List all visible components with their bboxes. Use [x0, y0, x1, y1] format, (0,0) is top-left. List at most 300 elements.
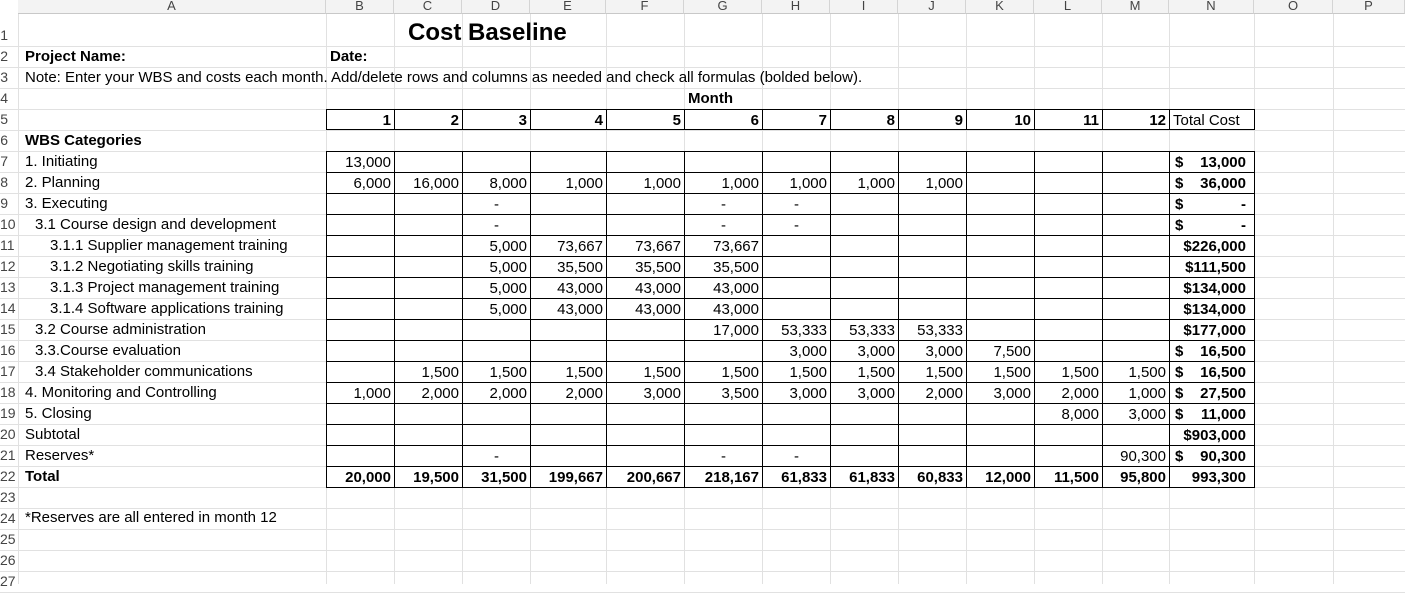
cost-cell[interactable]: 3,000	[762, 340, 831, 362]
cost-cell[interactable]: 2,000	[1034, 382, 1103, 404]
month-number-12[interactable]: 12	[1102, 109, 1170, 130]
cost-cell[interactable]: 5,000	[462, 235, 531, 257]
wbs-category-label[interactable]: 3.1.3 Project management training	[50, 279, 280, 296]
wbs-category-label[interactable]: 4. Monitoring and Controlling	[25, 384, 217, 401]
total-amount: 11,000	[1200, 406, 1246, 423]
currency-symbol: $	[1175, 343, 1184, 360]
row-header-20[interactable]: 20	[0, 426, 16, 442]
cost-cell[interactable]	[606, 403, 685, 425]
total-amount: 16,500	[1200, 364, 1246, 381]
wbs-category-label[interactable]: 5. Closing	[25, 405, 92, 422]
cost-cell[interactable]	[830, 214, 899, 236]
cost-cell[interactable]	[394, 277, 463, 299]
total-cost-cell[interactable]	[1169, 277, 1255, 299]
cost-cell[interactable]: -	[462, 445, 531, 467]
row-header-11[interactable]: 11	[0, 237, 15, 253]
row-header-6[interactable]: 6	[0, 132, 8, 148]
cost-cell[interactable]	[830, 277, 899, 299]
cost-cell[interactable]: 19,500	[394, 466, 463, 488]
cost-cell[interactable]	[1102, 319, 1170, 341]
cost-cell[interactable]	[394, 424, 463, 446]
total-cost-cell[interactable]	[1169, 466, 1255, 488]
cost-cell[interactable]	[1102, 340, 1170, 362]
cost-cell[interactable]	[530, 403, 607, 425]
month-number-2[interactable]: 2	[394, 109, 463, 130]
cost-cell[interactable]: -	[462, 193, 531, 215]
cost-cell[interactable]	[394, 151, 463, 173]
month-header[interactable]: Month	[688, 90, 733, 107]
cost-cell[interactable]: 5,000	[462, 256, 531, 278]
cost-cell[interactable]: 3,000	[830, 382, 899, 404]
cost-cell[interactable]: 35,500	[606, 256, 685, 278]
row-header-23[interactable]: 23	[0, 489, 16, 505]
column-header-b[interactable]: B	[326, 0, 394, 14]
cost-cell[interactable]	[898, 424, 967, 446]
cost-cell[interactable]	[606, 445, 685, 467]
total-amount: -	[1241, 196, 1246, 213]
cost-cell[interactable]: 2,000	[898, 382, 967, 404]
cost-cell[interactable]	[606, 193, 685, 215]
cost-cell[interactable]: 1,000	[326, 382, 395, 404]
cost-cell[interactable]: 1,500	[530, 361, 607, 383]
cost-cell[interactable]: -	[684, 193, 763, 215]
cost-cell[interactable]	[830, 424, 899, 446]
cost-cell[interactable]: 5,000	[462, 298, 531, 320]
row-header-8[interactable]: 8	[0, 174, 8, 190]
cost-cell[interactable]	[326, 277, 395, 299]
cost-cell[interactable]: 3,000	[830, 340, 899, 362]
cost-cell[interactable]	[606, 214, 685, 236]
cost-cell[interactable]	[898, 151, 967, 173]
cost-cell[interactable]: 73,667	[684, 235, 763, 257]
cost-cell[interactable]	[606, 151, 685, 173]
column-header-p[interactable]: P	[1333, 0, 1405, 14]
cost-cell[interactable]	[1034, 151, 1103, 173]
cost-cell[interactable]	[1034, 445, 1103, 467]
row-header-21[interactable]: 21	[0, 447, 16, 463]
cost-cell[interactable]	[898, 298, 967, 320]
cost-cell[interactable]: 3,000	[1102, 403, 1170, 425]
cost-cell[interactable]	[966, 403, 1035, 425]
row-header-14[interactable]: 14	[0, 300, 16, 316]
cost-cell[interactable]: -	[762, 214, 831, 236]
sheet-title[interactable]: Cost Baseline	[408, 19, 567, 46]
cost-cell[interactable]	[966, 151, 1035, 173]
cost-cell[interactable]	[606, 424, 685, 446]
column-header-o[interactable]: O	[1254, 0, 1333, 14]
cost-cell[interactable]	[394, 445, 463, 467]
cost-cell[interactable]	[762, 256, 831, 278]
month-number-10[interactable]: 10	[966, 109, 1035, 130]
row-header-7[interactable]: 7	[0, 153, 8, 169]
wbs-category-label[interactable]: 3.1 Course design and development	[35, 216, 276, 233]
cost-cell[interactable]	[394, 298, 463, 320]
cost-cell[interactable]	[1102, 256, 1170, 278]
cost-cell[interactable]: 31,500	[462, 466, 531, 488]
cost-cell[interactable]: 16,000	[394, 172, 463, 194]
date-label[interactable]: Date:	[330, 48, 368, 65]
cost-cell[interactable]: 1,000	[898, 172, 967, 194]
wbs-category-label[interactable]: Subtotal	[25, 426, 81, 443]
cost-cell[interactable]	[530, 445, 607, 467]
total-cost-cell[interactable]	[1169, 256, 1255, 278]
cost-cell[interactable]	[394, 340, 463, 362]
total-cost-cell[interactable]	[1169, 151, 1255, 173]
row-header-1[interactable]: 1	[0, 27, 8, 43]
column-header-a[interactable]: A	[18, 0, 326, 14]
cost-cell[interactable]	[898, 256, 967, 278]
project-name-label[interactable]: Project Name:	[25, 48, 126, 65]
cost-cell[interactable]	[326, 424, 395, 446]
cost-cell[interactable]	[530, 214, 607, 236]
cost-cell[interactable]: 43,000	[530, 277, 607, 299]
cost-cell[interactable]	[394, 193, 463, 215]
total-amount: $903,000	[1183, 427, 1246, 444]
cost-cell[interactable]: 1,000	[1102, 382, 1170, 404]
cost-cell[interactable]	[898, 277, 967, 299]
cost-cell[interactable]: 1,500	[684, 361, 763, 383]
cost-cell[interactable]: 1,000	[762, 172, 831, 194]
cost-cell[interactable]: 1,000	[606, 172, 685, 194]
cost-cell[interactable]: 218,167	[684, 466, 763, 488]
cost-cell[interactable]: -	[684, 445, 763, 467]
total-cost-cell[interactable]	[1169, 319, 1255, 341]
cost-cell[interactable]	[830, 235, 899, 257]
cost-cell[interactable]: 1,500	[762, 361, 831, 383]
wbs-category-label[interactable]: 3.4 Stakeholder communications	[35, 363, 253, 380]
total-cost-cell[interactable]	[1169, 172, 1255, 194]
month-number-9[interactable]: 9	[898, 109, 967, 130]
row-header-12[interactable]: 12	[0, 258, 16, 274]
cost-cell[interactable]: 35,500	[684, 256, 763, 278]
cost-cell[interactable]: 13,000	[326, 151, 395, 173]
total-cost-cell[interactable]	[1169, 382, 1255, 404]
currency-symbol: $	[1175, 406, 1184, 423]
total-cost-header[interactable]: Total Cost	[1169, 109, 1255, 130]
cost-cell[interactable]: 43,000	[684, 277, 763, 299]
cost-cell[interactable]	[762, 424, 831, 446]
cost-cell[interactable]	[326, 319, 395, 341]
cost-cell[interactable]: 1,000	[684, 172, 763, 194]
cost-cell[interactable]	[830, 193, 899, 215]
cost-cell[interactable]	[684, 403, 763, 425]
cost-cell[interactable]: 1,500	[1102, 361, 1170, 383]
cost-cell[interactable]	[462, 151, 531, 173]
gridline-horizontal	[0, 571, 1405, 572]
footnote[interactable]: *Reserves are all entered in month 12	[25, 509, 277, 526]
wbs-category-label[interactable]: Total	[25, 468, 60, 485]
cost-cell[interactable]	[326, 403, 395, 425]
cost-cell[interactable]	[762, 277, 831, 299]
cost-cell[interactable]	[898, 445, 967, 467]
cost-cell[interactable]	[966, 298, 1035, 320]
cost-cell[interactable]: 1,500	[1034, 361, 1103, 383]
cost-cell[interactable]: 43,000	[606, 277, 685, 299]
cost-cell[interactable]	[326, 214, 395, 236]
total-amount: 13,000	[1200, 154, 1246, 171]
cost-cell[interactable]	[762, 403, 831, 425]
cost-cell[interactable]	[762, 298, 831, 320]
month-number-6[interactable]: 6	[684, 109, 763, 130]
wbs-category-label[interactable]: 3.1.2 Negotiating skills training	[50, 258, 254, 275]
column-header-k[interactable]: K	[966, 0, 1034, 14]
cost-cell[interactable]	[762, 151, 831, 173]
cost-cell[interactable]	[1102, 424, 1170, 446]
cost-cell[interactable]	[1034, 424, 1103, 446]
cost-cell[interactable]: 3,000	[606, 382, 685, 404]
cost-cell[interactable]	[394, 319, 463, 341]
currency-symbol: $	[1175, 448, 1184, 465]
gridline-horizontal	[0, 46, 1405, 47]
total-cost-cell[interactable]	[1169, 403, 1255, 425]
row-header-15[interactable]: 15	[0, 321, 16, 337]
cost-cell[interactable]	[898, 193, 967, 215]
month-number-5[interactable]: 5	[606, 109, 685, 130]
cost-cell[interactable]	[462, 340, 531, 362]
cost-cell[interactable]: 200,667	[606, 466, 685, 488]
cost-cell[interactable]	[1034, 172, 1103, 194]
column-header-i[interactable]: I	[830, 0, 898, 14]
column-header-c[interactable]: C	[394, 0, 462, 14]
total-amount: 993,300	[1191, 469, 1246, 486]
cost-cell[interactable]	[898, 214, 967, 236]
cost-cell[interactable]: 60,833	[898, 466, 967, 488]
cost-cell[interactable]	[1034, 235, 1103, 257]
cost-cell[interactable]: 8,000	[1034, 403, 1103, 425]
row-header-4[interactable]: 4	[0, 90, 8, 106]
cost-cell[interactable]	[462, 424, 531, 446]
month-number-11[interactable]: 11	[1034, 109, 1103, 130]
cost-cell[interactable]	[1034, 319, 1103, 341]
row-header-5[interactable]: 5	[0, 111, 8, 127]
cost-cell[interactable]	[1034, 298, 1103, 320]
cost-cell[interactable]	[1102, 277, 1170, 299]
wbs-category-label[interactable]: 1. Initiating	[25, 153, 98, 170]
cost-cell[interactable]: 3,000	[966, 382, 1035, 404]
cost-cell[interactable]	[1034, 277, 1103, 299]
cost-cell[interactable]	[530, 319, 607, 341]
month-number-1[interactable]: 1	[326, 109, 395, 130]
cost-cell[interactable]	[830, 445, 899, 467]
column-header-e[interactable]: E	[530, 0, 606, 14]
cost-cell[interactable]	[326, 445, 395, 467]
month-number-7[interactable]: 7	[762, 109, 831, 130]
cost-cell[interactable]	[606, 340, 685, 362]
cost-cell[interactable]: 1,500	[606, 361, 685, 383]
instructions-note[interactable]: Note: Enter your WBS and costs each month. Add/delete rows and columns as needed and check all formulas (bolded below).	[25, 69, 863, 86]
cost-cell[interactable]: 3,500	[684, 382, 763, 404]
cost-cell[interactable]: 53,333	[898, 319, 967, 341]
cost-cell[interactable]: 199,667	[530, 466, 607, 488]
cost-cell[interactable]	[830, 298, 899, 320]
cost-cell[interactable]: 73,667	[606, 235, 685, 257]
cost-cell[interactable]	[966, 172, 1035, 194]
cost-cell[interactable]	[966, 277, 1035, 299]
cost-cell[interactable]: 61,833	[830, 466, 899, 488]
cost-cell[interactable]: 2,000	[394, 382, 463, 404]
wbs-category-label[interactable]: 3.1.1 Supplier management training	[50, 237, 288, 254]
wbs-category-label[interactable]: Reserves*	[25, 447, 95, 464]
cost-cell[interactable]: 73,667	[530, 235, 607, 257]
month-number-3[interactable]: 3	[462, 109, 531, 130]
cost-cell[interactable]: 53,333	[830, 319, 899, 341]
cost-cell[interactable]	[762, 235, 831, 257]
cost-cell[interactable]	[530, 193, 607, 215]
wbs-category-label[interactable]: 3.3.Course evaluation	[35, 342, 181, 359]
cost-cell[interactable]: 1,500	[394, 361, 463, 383]
cost-cell[interactable]	[394, 403, 463, 425]
cost-cell[interactable]	[1102, 298, 1170, 320]
cost-cell[interactable]: 6,000	[326, 172, 395, 194]
cost-cell[interactable]	[326, 235, 395, 257]
cost-cell[interactable]: 1,500	[830, 361, 899, 383]
cost-cell[interactable]: 90,300	[1102, 445, 1170, 467]
cost-cell[interactable]	[326, 361, 395, 383]
month-number-8[interactable]: 8	[830, 109, 899, 130]
cost-cell[interactable]	[1102, 151, 1170, 173]
cost-cell[interactable]: 43,000	[530, 298, 607, 320]
row-header-24[interactable]: 24	[0, 510, 16, 526]
cost-cell[interactable]	[966, 424, 1035, 446]
total-cost-cell[interactable]	[1169, 298, 1255, 320]
cost-cell[interactable]	[394, 235, 463, 257]
cost-cell[interactable]	[326, 298, 395, 320]
cost-cell[interactable]: -	[762, 193, 831, 215]
cost-cell[interactable]: 1,500	[898, 361, 967, 383]
wbs-category-label[interactable]: 3.2 Course administration	[35, 321, 206, 338]
cost-cell[interactable]: 43,000	[684, 298, 763, 320]
cost-cell[interactable]	[966, 193, 1035, 215]
cost-cell[interactable]	[966, 235, 1035, 257]
wbs-categories-header[interactable]: WBS Categories	[25, 132, 142, 149]
wbs-category-label[interactable]: 3.1.4 Software applications training	[50, 300, 284, 317]
row-header-25[interactable]: 25	[0, 531, 16, 547]
row-header-3[interactable]: 3	[0, 69, 8, 85]
cost-cell[interactable]	[1102, 235, 1170, 257]
cost-cell[interactable]	[1102, 193, 1170, 215]
cost-cell[interactable]	[1034, 256, 1103, 278]
cost-cell[interactable]	[1102, 214, 1170, 236]
row-header-2[interactable]: 2	[0, 48, 8, 64]
cost-cell[interactable]: 1,500	[966, 361, 1035, 383]
cost-cell[interactable]	[684, 151, 763, 173]
cost-cell[interactable]	[830, 256, 899, 278]
cost-cell[interactable]: 7,500	[966, 340, 1035, 362]
row-header-19[interactable]: 19	[0, 405, 16, 421]
row-header-16[interactable]: 16	[0, 342, 16, 358]
cost-cell[interactable]	[530, 340, 607, 362]
month-number-4[interactable]: 4	[530, 109, 607, 130]
cost-cell[interactable]: 17,000	[684, 319, 763, 341]
total-cost-cell[interactable]	[1169, 214, 1255, 236]
cost-cell[interactable]: 2,000	[462, 382, 531, 404]
total-cost-cell[interactable]	[1169, 424, 1255, 446]
cost-cell[interactable]	[966, 214, 1035, 236]
column-header-f[interactable]: F	[606, 0, 684, 14]
cost-cell[interactable]: 53,333	[762, 319, 831, 341]
cost-cell[interactable]	[530, 151, 607, 173]
column-header-m[interactable]: M	[1102, 0, 1169, 14]
row-header-18[interactable]: 18	[0, 384, 16, 400]
cost-cell[interactable]	[462, 403, 531, 425]
total-amount: 16,500	[1200, 343, 1246, 360]
column-header-l[interactable]: L	[1034, 0, 1102, 14]
cost-cell[interactable]	[684, 340, 763, 362]
cost-cell[interactable]	[966, 445, 1035, 467]
cost-cell[interactable]	[966, 319, 1035, 341]
cost-cell[interactable]	[898, 403, 967, 425]
total-cost-cell[interactable]	[1169, 340, 1255, 362]
column-header-h[interactable]: H	[762, 0, 830, 14]
cost-cell[interactable]: -	[462, 214, 531, 236]
cost-cell[interactable]	[394, 256, 463, 278]
cost-cell[interactable]: 1,000	[530, 172, 607, 194]
cost-cell[interactable]	[394, 214, 463, 236]
total-cost-cell[interactable]	[1169, 235, 1255, 257]
column-header-g[interactable]: G	[684, 0, 762, 14]
cost-cell[interactable]: 3,000	[898, 340, 967, 362]
column-header-d[interactable]: D	[462, 0, 530, 14]
cost-cell[interactable]: 8,000	[462, 172, 531, 194]
cost-cell[interactable]: 2,000	[530, 382, 607, 404]
column-header-j[interactable]: J	[898, 0, 966, 14]
cost-cell[interactable]	[462, 319, 531, 341]
cost-cell[interactable]: 35,500	[530, 256, 607, 278]
row-header-27[interactable]: 27	[0, 573, 16, 589]
total-cost-cell[interactable]	[1169, 361, 1255, 383]
cost-cell[interactable]	[684, 424, 763, 446]
cost-cell[interactable]	[1034, 214, 1103, 236]
row-header-17[interactable]: 17	[0, 363, 16, 379]
cost-cell[interactable]: 61,833	[762, 466, 831, 488]
cost-cell[interactable]	[530, 424, 607, 446]
cost-cell[interactable]: -	[762, 445, 831, 467]
cost-cell[interactable]: 5,000	[462, 277, 531, 299]
cost-cell[interactable]: 1,500	[462, 361, 531, 383]
cost-cell[interactable]	[1034, 193, 1103, 215]
cost-cell[interactable]	[830, 151, 899, 173]
cost-cell[interactable]: 95,800	[1102, 466, 1170, 488]
row-header-26[interactable]: 26	[0, 552, 16, 568]
cost-cell[interactable]	[326, 256, 395, 278]
row-header-10[interactable]: 10	[0, 216, 16, 232]
total-cost-cell[interactable]	[1169, 193, 1255, 215]
cost-cell[interactable]	[830, 403, 899, 425]
cost-cell[interactable]	[1102, 172, 1170, 194]
wbs-category-label[interactable]: 2. Planning	[25, 174, 101, 191]
cost-cell[interactable]: -	[684, 214, 763, 236]
wbs-category-label[interactable]: 3. Executing	[25, 195, 108, 212]
cost-cell[interactable]: 1,000	[830, 172, 899, 194]
row-header-22[interactable]: 22	[0, 468, 16, 484]
cost-cell[interactable]: 43,000	[606, 298, 685, 320]
cost-cell[interactable]: 11,500	[1034, 466, 1103, 488]
cost-cell[interactable]	[606, 319, 685, 341]
cost-cell[interactable]	[898, 235, 967, 257]
total-cost-cell[interactable]	[1169, 445, 1255, 467]
currency-symbol: $	[1175, 196, 1184, 213]
row-header-9[interactable]: 9	[0, 195, 8, 211]
cost-cell[interactable]	[1034, 340, 1103, 362]
cost-cell[interactable]: 12,000	[966, 466, 1035, 488]
column-header-n[interactable]: N	[1169, 0, 1254, 14]
cost-cell[interactable]: 20,000	[326, 466, 395, 488]
cost-cell[interactable]	[326, 340, 395, 362]
row-header-13[interactable]: 13	[0, 279, 16, 295]
cost-cell[interactable]: 3,000	[762, 382, 831, 404]
cost-cell[interactable]	[326, 193, 395, 215]
cost-cell[interactable]	[966, 256, 1035, 278]
